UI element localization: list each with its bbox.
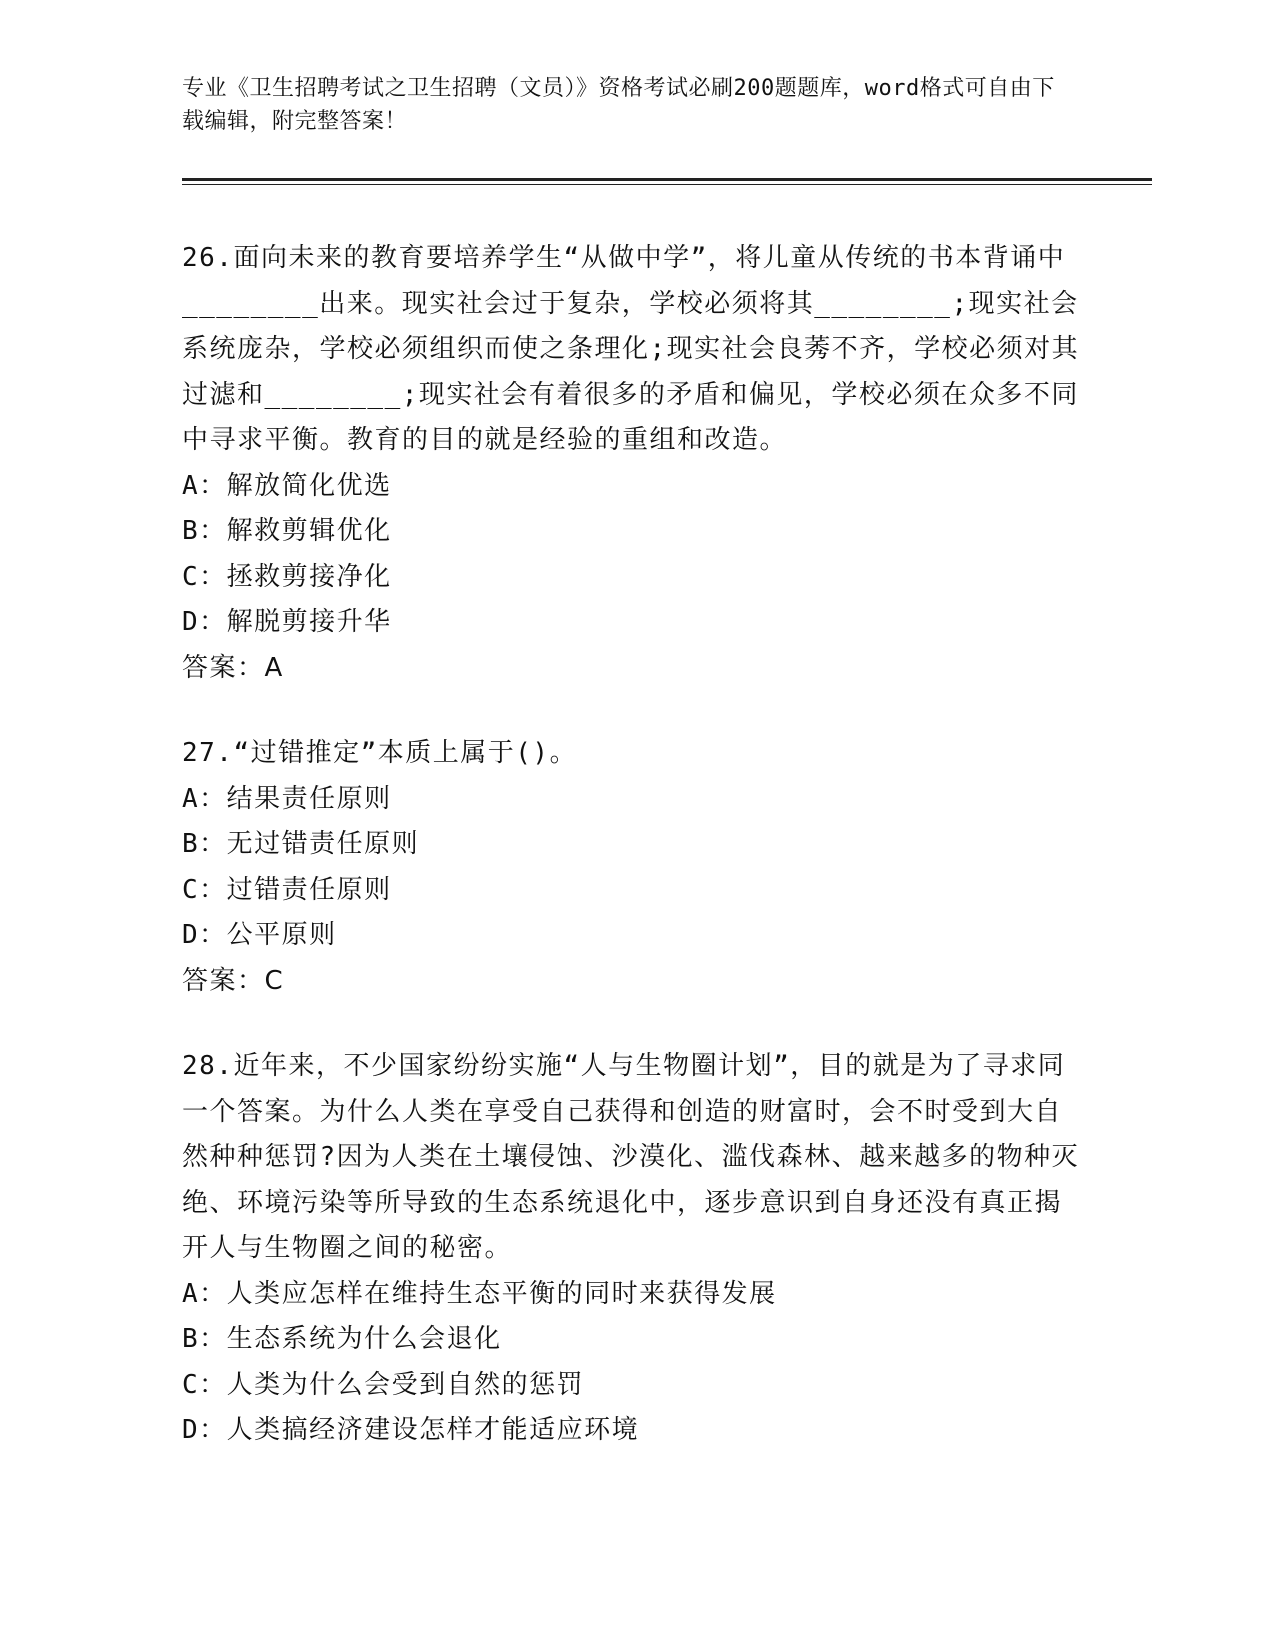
option-d: D：公平原则 <box>182 920 337 950</box>
question-list <box>182 236 1082 1494</box>
option-b: B：无过错责任原则 <box>182 829 420 859</box>
option-a: A：结果责任原则 <box>182 783 392 814</box>
option-c: C：拯救剪接净化 <box>182 561 392 592</box>
answer-line: 答案：C <box>182 965 285 996</box>
option-c: C：过错责任原则 <box>182 874 392 905</box>
question-stem: 26.面向未来的教育要培养学生“从做中学”，将儿童从传统的书本背诵中________出来。现实社会过于复杂，学校必须将其________;现实社会系统庞杂，学校必须组织而使之条理化;现实社会良莠不齐，学校必须对其过滤和________;现实社会有着很多的矛盾和偏见，学校必须在众多不同中寻求平衡。教育的目的就是经验的重组和改造。 <box>182 243 1080 455</box>
option-d: D：解脱剪接升华 <box>182 607 392 637</box>
document-header: 专业《卫生招聘考试之卫生招聘（文员）》资格考试必刷200题题库，word格式可自由下载编辑，附完整答案！ <box>182 76 1055 134</box>
option-d: D：人类搞经济建设怎样才能适应环境 <box>182 1415 640 1445</box>
option-a: A：解放简化优选 <box>182 470 392 501</box>
option-b: B：解救剪辑优化 <box>182 516 392 546</box>
option-a: A：人类应怎样在维持生态平衡的同时来获得发展 <box>182 1278 777 1309</box>
option-c: C：人类为什么会受到自然的惩罚 <box>182 1369 585 1400</box>
question-28 <box>182 1044 1082 1454</box>
question-27 <box>182 731 1082 1004</box>
question-stem: 27.“过错推定”本质上属于()。 <box>182 738 578 768</box>
answer-line: 答案：A <box>182 652 284 683</box>
question-26 <box>182 236 1082 691</box>
header-rule-thin <box>182 184 1152 185</box>
option-b: B：生态系统为什么会退化 <box>182 1324 502 1354</box>
question-stem: 28.近年来，不少国家纷纷实施“人与生物圈计划”，目的就是为了寻求同一个答案。为什么人类在享受自己获得和创造的财富时，会不时受到大自然种种惩罚?因为人类在土壤侵蚀、沙漠化、滥伐森林、越来越多的物种灭绝、环境污染等所导致的生态系统退化中，逐步意识到自身还没有真正揭开人与生物圈之间的秘密。 <box>182 1051 1080 1263</box>
header-rule-thick <box>182 178 1152 181</box>
